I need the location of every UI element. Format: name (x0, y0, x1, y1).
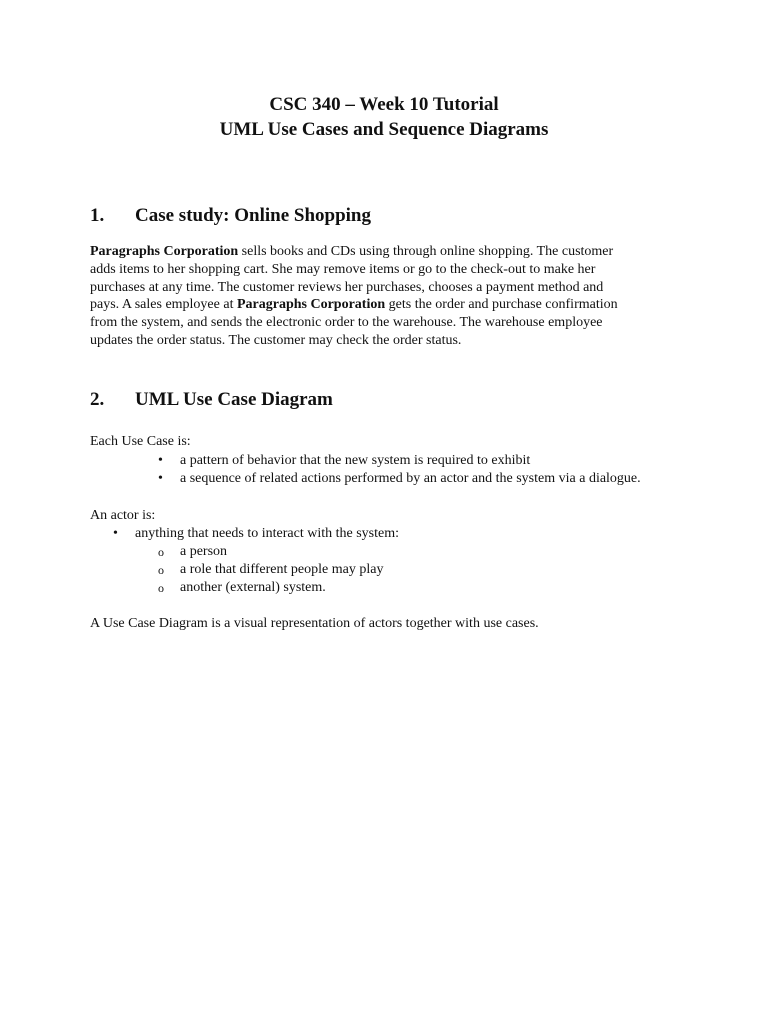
document-subtitle: UML Use Cases and Sequence Diagrams (219, 119, 549, 140)
list-item (158, 543, 383, 561)
case-study-paragraph (90, 243, 690, 350)
list-item (158, 561, 384, 579)
section-1-number: 1. (90, 205, 105, 226)
section-1-heading (90, 204, 371, 228)
list-item-text: a pattern of behavior that the new system is required to exhibit (180, 453, 531, 468)
actor-sub-list (158, 543, 384, 597)
paragraph-line-2: adds items to her shopping cart. She may remove items or go to the check-out to make her (90, 261, 596, 277)
paragraph-line-1 (90, 243, 690, 261)
bullet-icon: • (113, 526, 118, 541)
paragraph-text: gets the order and purchase confirmation (385, 297, 618, 313)
actor-intro: An actor is: (90, 508, 156, 523)
section-2-number: 2. (90, 389, 105, 410)
list-item (158, 579, 383, 597)
paragraph-line-3: purchases at any time. The customer reviews her purchases, chooses a payment method and (90, 279, 604, 295)
list-item-text: another (external) system. (180, 580, 326, 595)
use-case-diagram-summary: A Use Case Diagram is a visual representation of actors together with use cases. (90, 616, 539, 631)
paragraph-line-6: updates the order status. The customer may check the order status. (90, 332, 462, 348)
use-case-list (158, 452, 641, 488)
section-2-title: UML Use Case Diagram (135, 389, 333, 410)
section-2-heading (90, 388, 333, 412)
actor-list (113, 525, 399, 543)
list-item (158, 452, 641, 470)
company-name-bold: Paragraphs Corporation (236, 297, 386, 313)
list-item (158, 470, 641, 488)
paragraph-text: sells books and CDs using through online shopping. The customer (238, 244, 614, 259)
list-item (113, 525, 399, 543)
list-item-text: a sequence of related actions performed by an actor and the system via a dialogue. (180, 471, 641, 486)
bullet-icon: • (158, 453, 163, 468)
hollow-circle-icon: o (158, 545, 164, 559)
section-1-title: Case study: Online Shopping (135, 205, 371, 226)
list-item-text: anything that needs to interact with the system: (135, 526, 399, 541)
paragraph-line-4 (90, 296, 690, 314)
list-item-text: a person (180, 544, 228, 559)
document-title: CSC 340 – Week 10 Tutorial (269, 94, 499, 115)
bullet-icon: • (158, 471, 163, 486)
paragraph-line-5: from the system, and sends the electronic order to the warehouse. The warehouse employee (90, 315, 603, 331)
paragraph-text: pays. A sales employee at (90, 297, 237, 313)
use-case-intro: Each Use Case is: (90, 434, 191, 449)
hollow-circle-icon: o (158, 581, 164, 595)
company-name-bold: Paragraphs Corporation (90, 244, 239, 259)
list-item-text: a role that different people may play (180, 562, 384, 577)
hollow-circle-icon: o (158, 563, 164, 577)
